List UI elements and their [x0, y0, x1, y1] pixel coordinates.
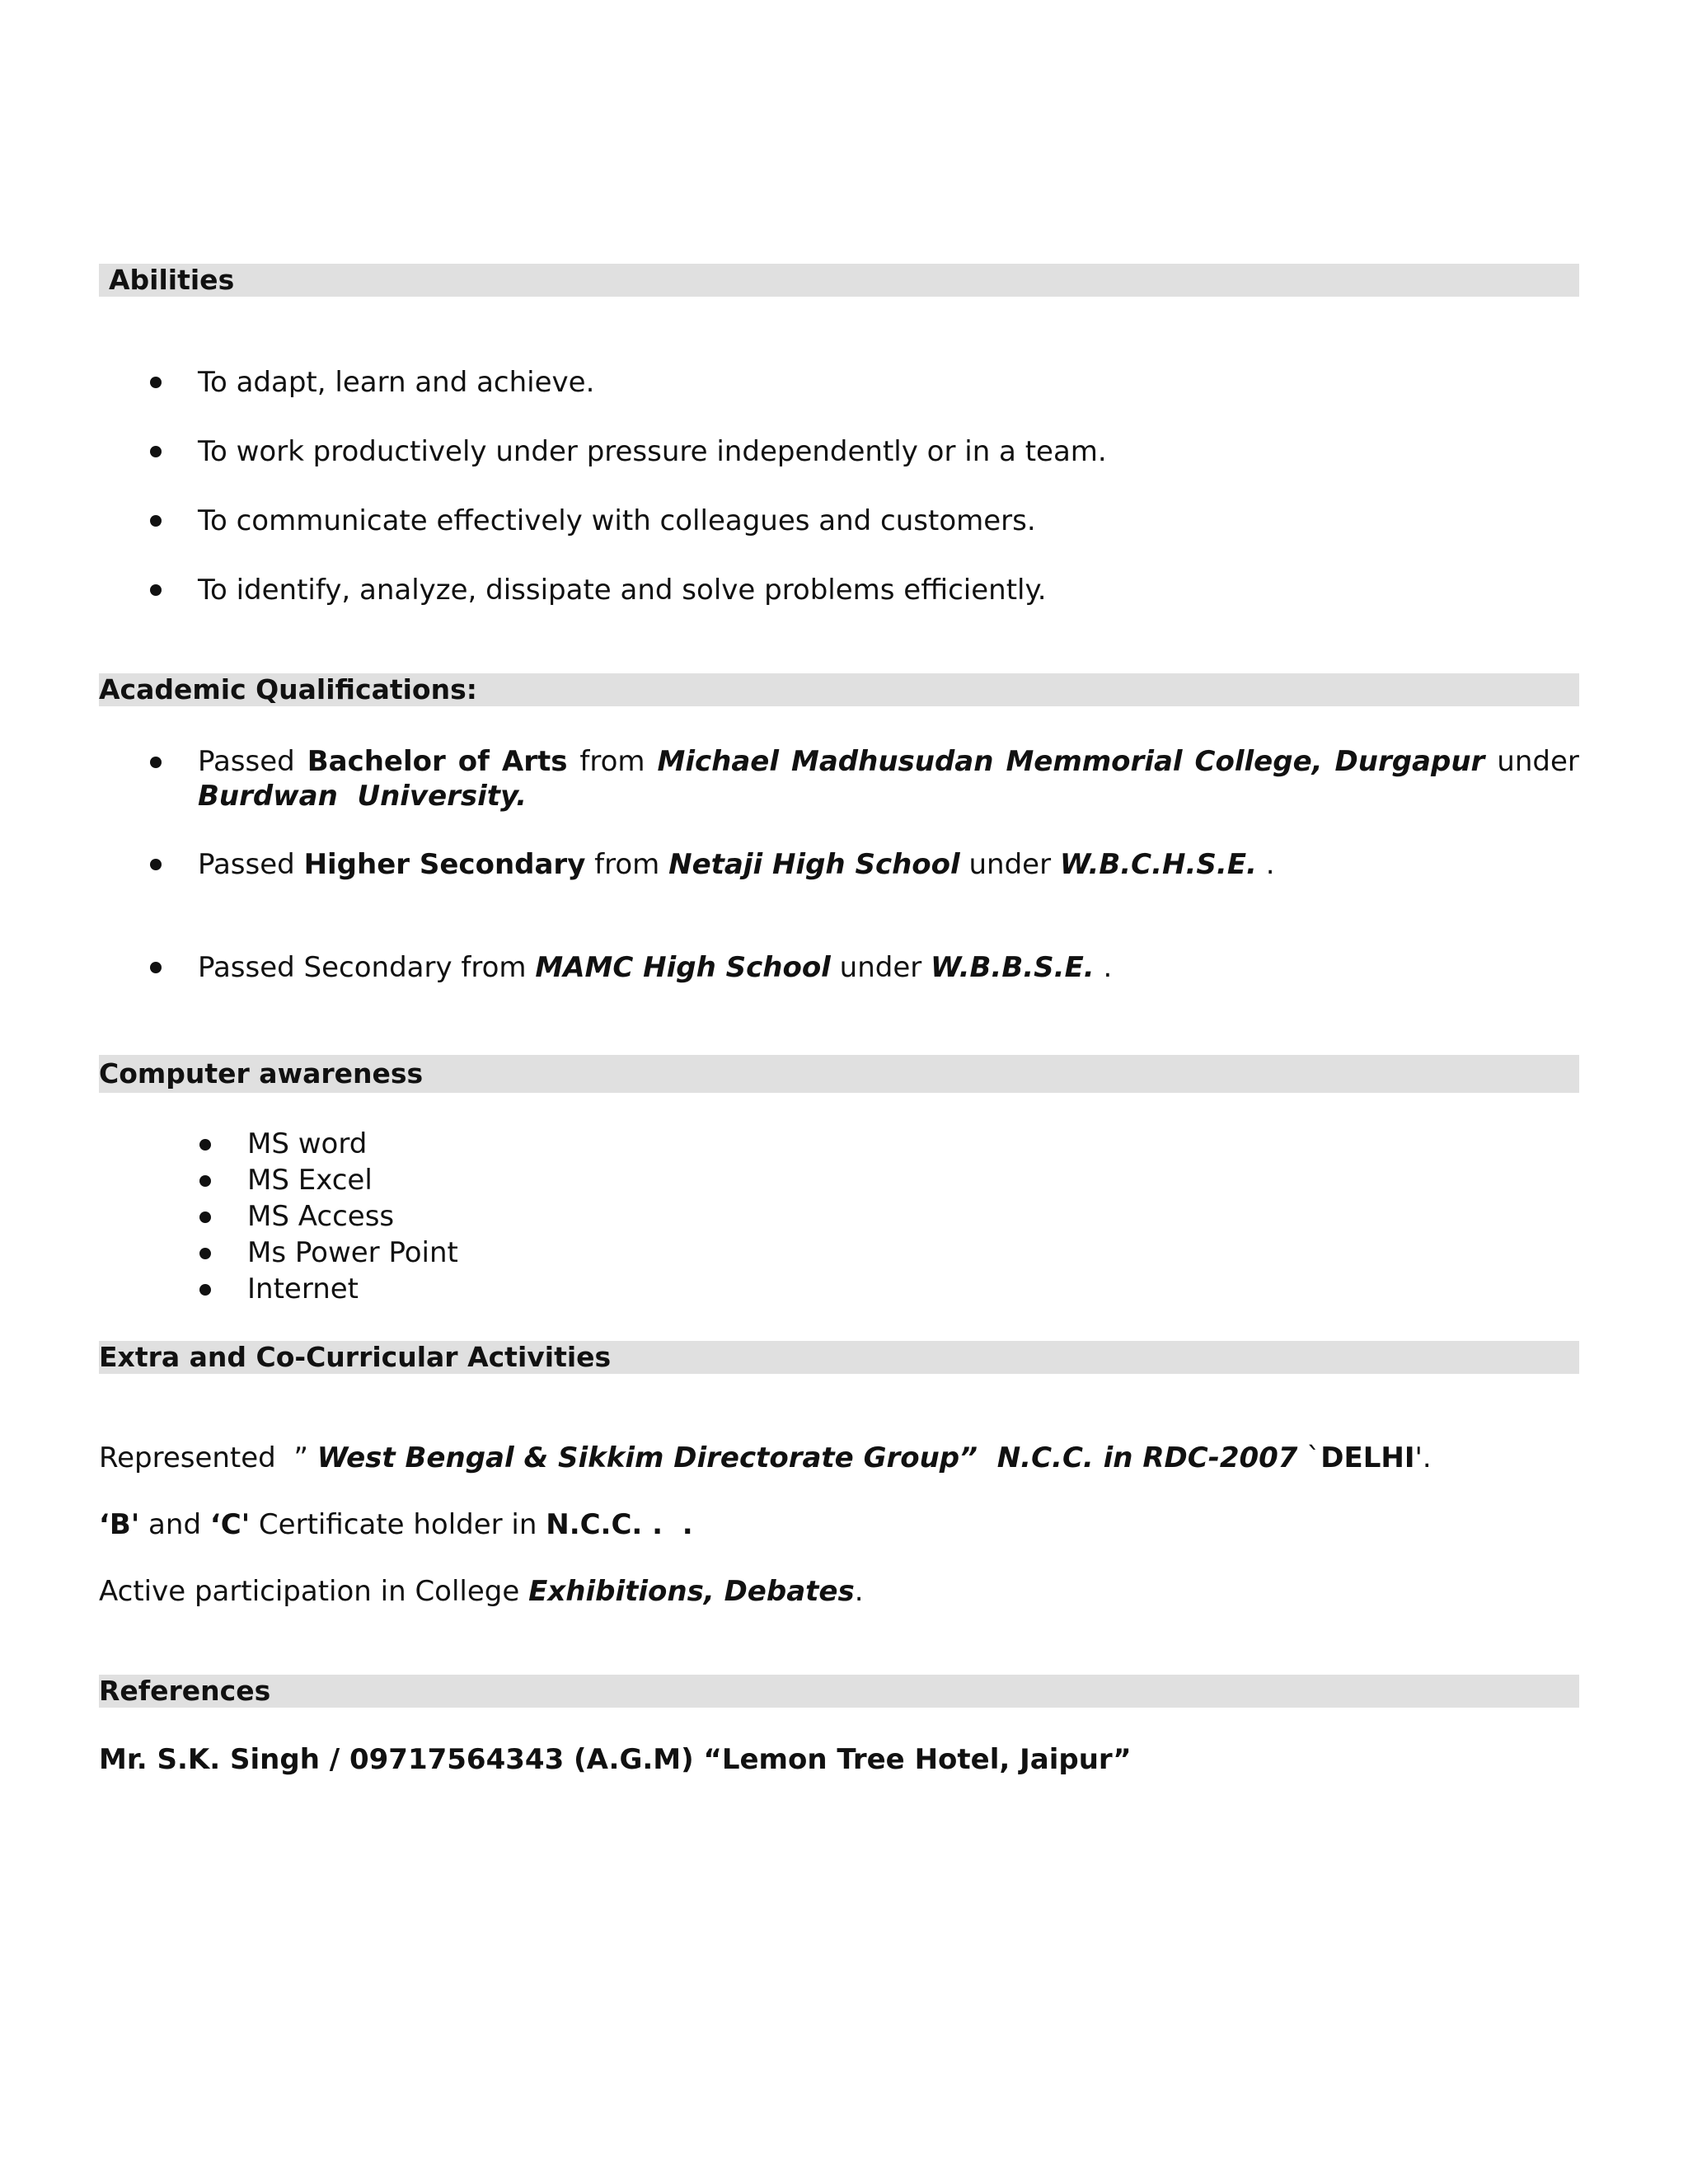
academic-hs	[198, 847, 1275, 882]
word: Arts	[501, 745, 568, 778]
word: Madhusudan	[791, 745, 994, 778]
group-name: West Bengal & Sikkim Directorate Group” N.C.C. in RDC-2007	[316, 1441, 1298, 1474]
bullet	[150, 757, 162, 768]
word: under	[1497, 745, 1579, 778]
bullet	[150, 584, 162, 596]
academic-heading: Academic Qualifications:	[99, 673, 1579, 706]
text: and	[139, 1508, 210, 1541]
text: Certificate holder in	[250, 1508, 546, 1541]
text: Passed Secondary from	[198, 951, 527, 984]
school: Netaji High School	[668, 848, 960, 881]
text: '.	[1414, 1441, 1432, 1474]
abilities-item: To adapt, learn and achieve.	[198, 366, 595, 399]
text: .	[1256, 848, 1275, 881]
text: under	[839, 951, 922, 984]
bullet	[150, 859, 162, 870]
bullet	[150, 962, 162, 973]
word: Passed	[198, 745, 295, 778]
bullet	[150, 515, 162, 527]
extra-heading: Extra and Co-Curricular Activities	[99, 1341, 1579, 1374]
board: W.B.C.H.S.E.	[1059, 848, 1257, 881]
bullet	[150, 446, 162, 457]
computer-item: MS word	[247, 1127, 368, 1160]
text: .	[1094, 951, 1113, 984]
extra-line-participation	[99, 1574, 864, 1609]
bullet	[199, 1284, 211, 1296]
computer-item: MS Access	[247, 1200, 395, 1233]
word: Michael	[657, 745, 780, 778]
abilities-item: To identify, analyze, dissipate and solve problems efficiently.	[198, 574, 1047, 607]
word: from	[579, 745, 645, 778]
bullet	[199, 1212, 211, 1223]
reference-entry: Mr. S.K. Singh / 09717564343 (A.G.M) “Lemon Tree Hotel, Jaipur”	[99, 1743, 1132, 1776]
bullet	[150, 377, 162, 388]
extra-line-certificate	[99, 1507, 693, 1542]
text: under	[968, 848, 1052, 881]
text: Represented ”	[99, 1441, 317, 1474]
bullet	[199, 1139, 211, 1151]
city: DELHI	[1320, 1441, 1415, 1474]
extra-line-ncc-group	[99, 1441, 1432, 1475]
cert-b: ‘B'	[99, 1508, 140, 1541]
word: Memmorial	[1006, 745, 1183, 778]
text: Passed	[198, 848, 295, 881]
computer-item: Internet	[247, 1272, 359, 1305]
academic-ba-line1	[198, 744, 1579, 779]
academic-sec	[198, 950, 1112, 985]
references-heading: References	[99, 1675, 1579, 1708]
abilities-heading: Abilities	[99, 264, 1579, 297]
board: W.B.B.S.E.	[931, 951, 1095, 984]
text: .	[854, 1575, 864, 1608]
cert-c: ‘C'	[209, 1508, 251, 1541]
text: Active participation in College	[99, 1575, 529, 1608]
events: Exhibitions, Debates	[528, 1575, 855, 1608]
computer-item: Ms Power Point	[247, 1236, 458, 1269]
computer-heading: Computer awareness	[99, 1055, 1579, 1093]
word: College,	[1194, 745, 1323, 778]
abilities-item: To communicate effectively with colleagues and customers.	[198, 504, 1036, 537]
text: `	[1297, 1441, 1321, 1474]
abilities-item: To work productively under pressure independently or in a team.	[198, 435, 1107, 468]
ncc: N.C.C. . .	[546, 1508, 693, 1541]
bullet	[199, 1248, 211, 1259]
bullet	[199, 1175, 211, 1187]
text: from	[594, 848, 660, 881]
degree: Higher Secondary	[303, 848, 586, 881]
word: Bachelor	[307, 745, 446, 778]
academic-ba-line2: Burdwan University.	[198, 780, 528, 813]
word: Durgapur	[1334, 745, 1485, 778]
computer-item: MS Excel	[247, 1164, 373, 1197]
school: MAMC High School	[535, 951, 831, 984]
word: of	[457, 745, 490, 778]
